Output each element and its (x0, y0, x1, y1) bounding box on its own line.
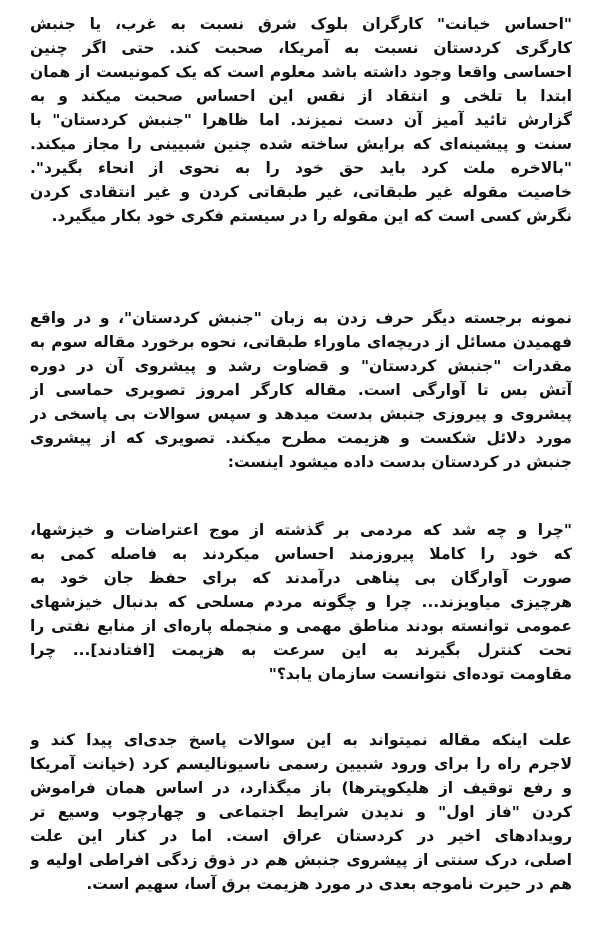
text-line: عمومی توانسته بودند مناطق مهمی و منجمله پاره‌ای از منابع نفتی را (30, 617, 572, 635)
text-line: مورد دلائل شکست و هزیمت مطرح میکند. تصویری که از پیشروی (30, 429, 572, 447)
text-line: اصلی، درک سنتی از پیشروی جنبش هم در ذوق زدگی افراطی اولیه و (30, 851, 572, 869)
text-line: لاجرم راه را برای ورود شبیین رسمی ناسیونالیسم کرد (خیانت آمریکا (30, 755, 572, 773)
text-line: هم در حیرت ناموجه بعدی در مورد هزیمت برق آسا، سهیم است. (86, 875, 572, 893)
text-line: گزارش تائید آمیز آن دست نمیزند. اما ظاهرا "جنبش کردستان" با (30, 111, 572, 129)
text-line: "احساس خیانت" کارگران بلوک شرق نسبت به غرب، یا جنبش (30, 15, 572, 33)
text-line: کردن "فاز اول" و ندیدن شرایط اجتماعی و چهارچوب وسیع تر (30, 803, 572, 821)
text-line: مقاومت توده‌ای نتوانست سازمان یابد؟" (268, 665, 572, 683)
paragraph-1 (30, 12, 572, 228)
text-line: رویدادهای اخیر در کردستان عراق است. اما در کنار این علت (30, 827, 572, 845)
text-line: "چرا و چه شد که مردمی بر گذشته از موج اعتراضات و خیزشها، (30, 521, 572, 539)
text-line: و رفع توقیف از هلیکوپترها) باز میگذارد، در اساس همان فراموش (30, 779, 572, 797)
text-line: خاصیت مقوله غیر طبقاتی، غیر طبقاتی کردن و غیر انتقادی کردن (30, 183, 572, 201)
text-line: که خود را کاملا پیروزمند احساس میکردند به فاصله کمی به (30, 545, 572, 563)
quotation-paragraph (30, 518, 572, 686)
text-line: مقدرات "جنبش کردستان" و قضاوت رشد و پیشروی آن در دوره (30, 357, 572, 375)
text-line: سنت و پیشینه‌ای که برایش ساخته شده چنین شبیینی را مجاز میکند. (30, 135, 572, 153)
text-line: ابتدا با تلخی و انتقاد از نقس این احساس صحبت میکند و به (30, 87, 572, 105)
text-line: احساسی واقعا وجود داشته باشد معلوم است که یک کمونیست از همان (30, 63, 572, 81)
text-line: پیشروی و پیروزی جنبش بدست میدهد و سپس سوالات بی پاسخی در (30, 405, 572, 423)
paragraph-2 (30, 306, 572, 474)
text-line: نمونه برجسته دیگر حرف زدن به زبان "جنبش کردستان"، و در واقع (30, 309, 572, 327)
text-line: کارگری کردستان نسبت به آمریکا، صحبت کند. حتی اگر چنین (30, 39, 572, 57)
text-line: "بالاخره ملت کرد باید حق خود را به نحوی از انحاء بگیرد". (30, 159, 572, 177)
text-line: تحت کنترل بگیرند به این سرعت به هزیمت [افتادند]... چرا (30, 641, 572, 659)
text-line: صورت آوارگان بی پناهی درآمدند که برای حفظ جان خود به (30, 569, 572, 587)
text-line: فهمیدن مسائل از دریچه‌ای ماوراء طبقاتی، نحوه برخورد مقاله سوم به (30, 333, 572, 351)
text-line: هرچیزی میاویزند... چرا و چگونه مردم مسلحی که بدنبال خیزشهای (30, 593, 572, 611)
text-line: آتش بس تا آوارگی است. مقاله کارگر امروز تصویری حماسی از (30, 381, 572, 399)
paragraph-4 (30, 728, 572, 896)
text-line: نگرش کسی است که این مقوله را در سیستم فکری خود بکار میگیرد. (51, 207, 572, 225)
text-line: علت اینکه مقاله نمیتواند به این سوالات پاسخ جدی‌ای پیدا کند و (30, 731, 572, 749)
text-line: جنبش در کردستان بدست داده میشود اینست: (227, 453, 572, 471)
